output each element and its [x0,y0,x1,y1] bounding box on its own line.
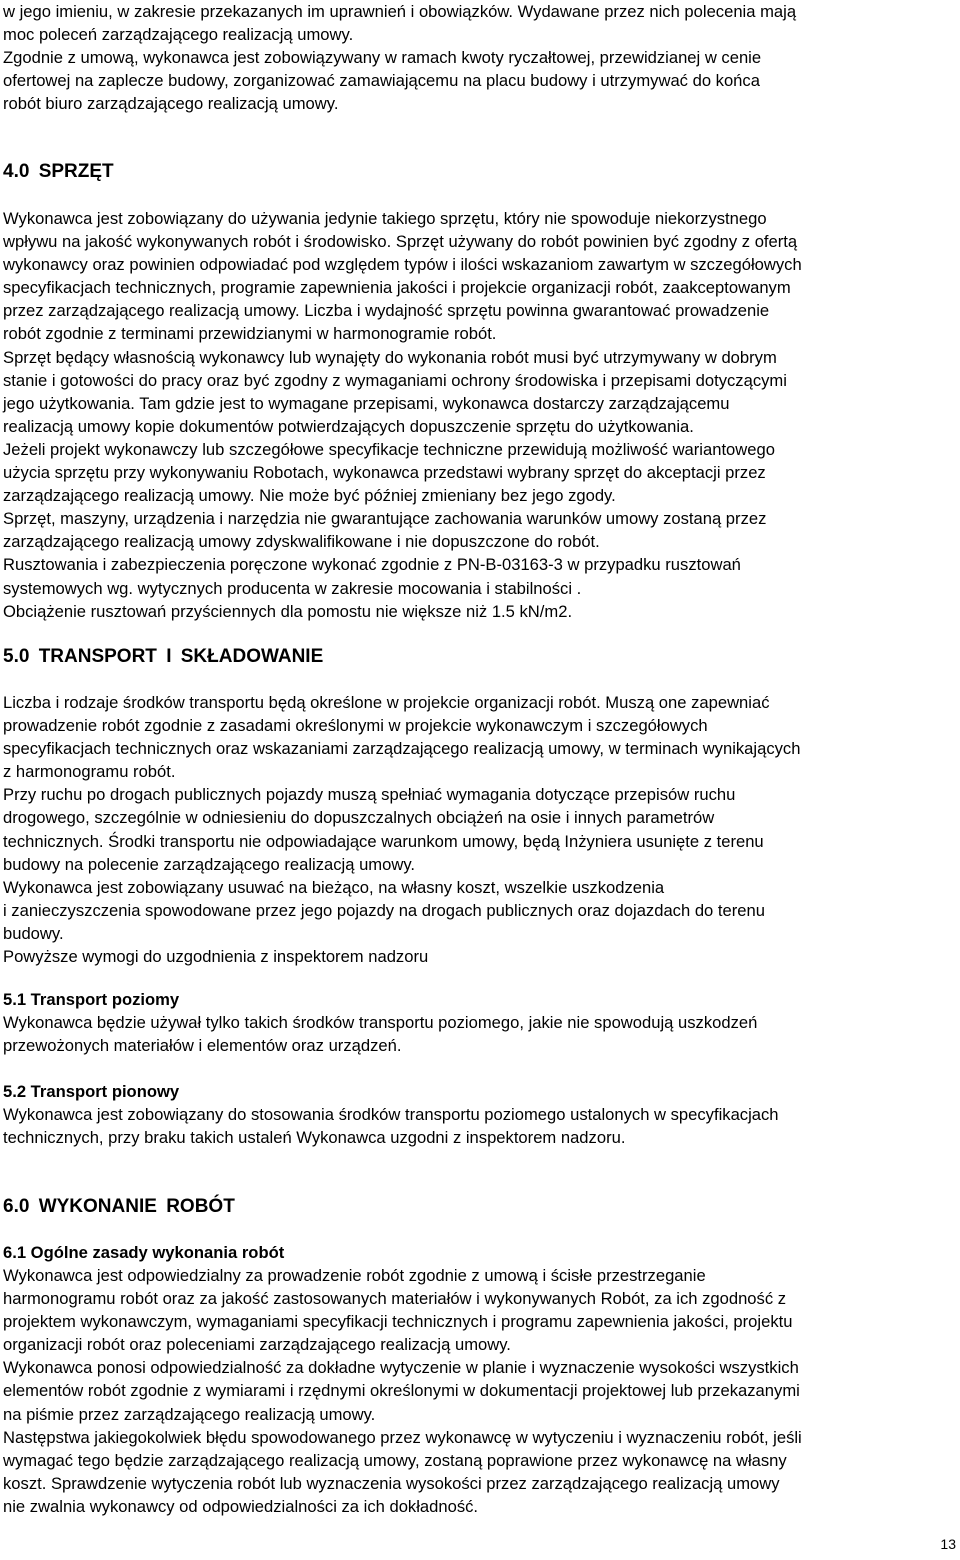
section-5-heading: 5.0 TRANSPORT I SKŁADOWANIE [3,646,324,667]
section-5-1-body: Wykonawca będzie używał tylko takich środków transportu poziomego, jakie nie spowodują uszkodzeń przewożonych materiałów i elementów oraz urządzeń. [3,1013,758,1056]
section-4-body: Wykonawca jest zobowiązany do używania jedynie takiego sprzętu, który nie spowoduje niekorzystnego wpływu na jakość wykonywanych robót i środowisko. Sprzęt używany do robót powinien być zgodny z ofertą wykonawcy oraz powinien odpowiadać pod względem typów i ilości wskazaniom zawartym w szczegółowych specyfikacjach technicznych, programie zapewnienia jakości i projekcie organizacji robót, zaakceptowanym przez zarządzającego realizacją umowy. Liczba i wydajność sprzętu powinna gwarantować prowadzenie robót zgodnie z terminami przewidzianymi w harmonogramie robót. Sprzęt będący własnością wykonawcy lub wynajęty do wykonania robót musi być utrzymywany w dobrym stanie i gotowości do pracy oraz być zgodny z wymaganiami ochrony środowiska i przepisami dotyczącymi jego użytkowania. Tam gdzie jest to wymagane przepisami, wykonawca dostarczy zarządzającemu realizacją umowy kopie dokumentów potwierdzających dopuszczenie sprzętu do użytkowania. Jeżeli projekt wykonawczy lub szczegółowe specyfikacje techniczne przewidują możliwość wariantowego użycia sprzętu przy wykonywaniu Robotach, wykonawca przedstawi wybrany sprzęt do akceptacji przez zarządzającego realizacją umowy. Nie może być później zmieniany bez jego zgody. Sprzęt, maszyny, urządzenia i narzędzia nie gwarantujące zachowania warunków umowy zostaną przez zarządzającego realizacją umowy zdyskwalifikowane i nie dopuszczone do robót. Rusztowania i zabezpieczenia poręczone wykonać zgodnie z PN-B-03163-3 w przypadku rusztowań systemowych wg. wytycznych producenta w zakresie mocowania i stabilności . Obciążenie rusztowań przyściennych dla pomostu nie większe niż 1.5 kN/m2. [3,209,802,621]
section-5-2-body: Wykonawca jest zobowiązany do stosowania środków transportu poziomego ustalonych w specyfikacjach technicznych, przy braku takich ustaleń Wykonawca uzgodni z inspektorem nadzoru. [3,1105,779,1148]
section-6-1-body: Wykonawca jest odpowiedzialny za prowadzenie robót zgodnie z umową i ścisłe przestrzeganie harmonogramu robót oraz za jakość zastosowanych materiałów i wykonywanych Robót, za ich zgodność z projektem wykonawczym, wymaganiami specyfikacji technicznych i programu zapewnienia jakości, projektu organizacji robót oraz poleceniami zarządzającego realizacją umowy. Wykonawca ponosi odpowiedzialność za dokładne wytyczenie w planie i wyznaczenie wysokości wszystkich elementów robót zgodnie z wymiarami i rzędnymi określonymi w dokumentacji projektowej lub przekazanymi na piśmie przez zarządzającego realizacją umowy. Następstwa jakiegokolwiek błędu spowodowanego przez wykonawcę w wytyczeniu i wyznaczeniu robót, jeśli wymagać tego będzie zarządzającego realizacją umowy, zostaną poprawione przez wykonawcę na własny koszt. Sprawdzenie wytyczenia robót lub wyznaczenia wysokości przez zarządzającego realizacją umowy nie zwalnia wykonawcy od odpowiedzialności za ich dokładność. [3,1266,802,1516]
section-5-1-heading: 5.1 Transport poziomy [3,990,180,1009]
page-number: 13 [940,1536,956,1552]
section-4-heading: 4.0 SPRZĘT [3,161,114,182]
section-6-1-heading: 6.1 Ogólne zasady wykonania robót [3,1243,285,1262]
section-5-2-heading: 5.2 Transport pionowy [3,1082,180,1101]
section-5-body: Liczba i rodzaje środków transportu będą określone w projekcie organizacji robót. Muszą one zapewniać prowadzenie robót zgodnie z zasadami określonymi w projekcie wykonawczym i szczegółowych specyfikacjach technicznych oraz wskazaniami zarządzającego realizacją umowy, w terminach wynikających z harmonogramu robót. Przy ruchu po drogach publicznych pojazdy muszą spełniać wymagania dotyczące przepisów ruchu drogowego, szczególnie w odniesieniu do dopuszczalnych obciążeń na osie i innych parametrów technicznych. Środki transportu nie odpowiadające warunkom umowy, będą Inżyniera usunięte z terenu budowy na polecenie zarządzającego realizacją umowy. Wykonawca jest zobowiązany usuwać na bieżąco, na własny koszt, wszelkie uszkodzenia i zanieczyszczenia spowodowane przez jego pojazdy na drogach publicznych oraz dojazdach do terenu budowy. Powyższe wymogi do uzgodnienia z inspektorem nadzoru [3,693,801,967]
section-6-heading: 6.0 WYKONANIE ROBÓT [3,1196,235,1217]
intro-paragraph: w jego imieniu, w zakresie przekazanych im uprawnień i obowiązków. Wydawane przez nich polecenia mają moc poleceń zarządzającego realizacją umowy. Zgodnie z umową, wykonawca jest zobowiązywany w ramach kwoty ryczałtowej, przewidzianej w cenie ofertowej na zaplecze budowy, zorganizować zamawiającemu na placu budowy i utrzymywać do końca robót biuro zarządzającego realizacją umowy. [3,2,797,114]
